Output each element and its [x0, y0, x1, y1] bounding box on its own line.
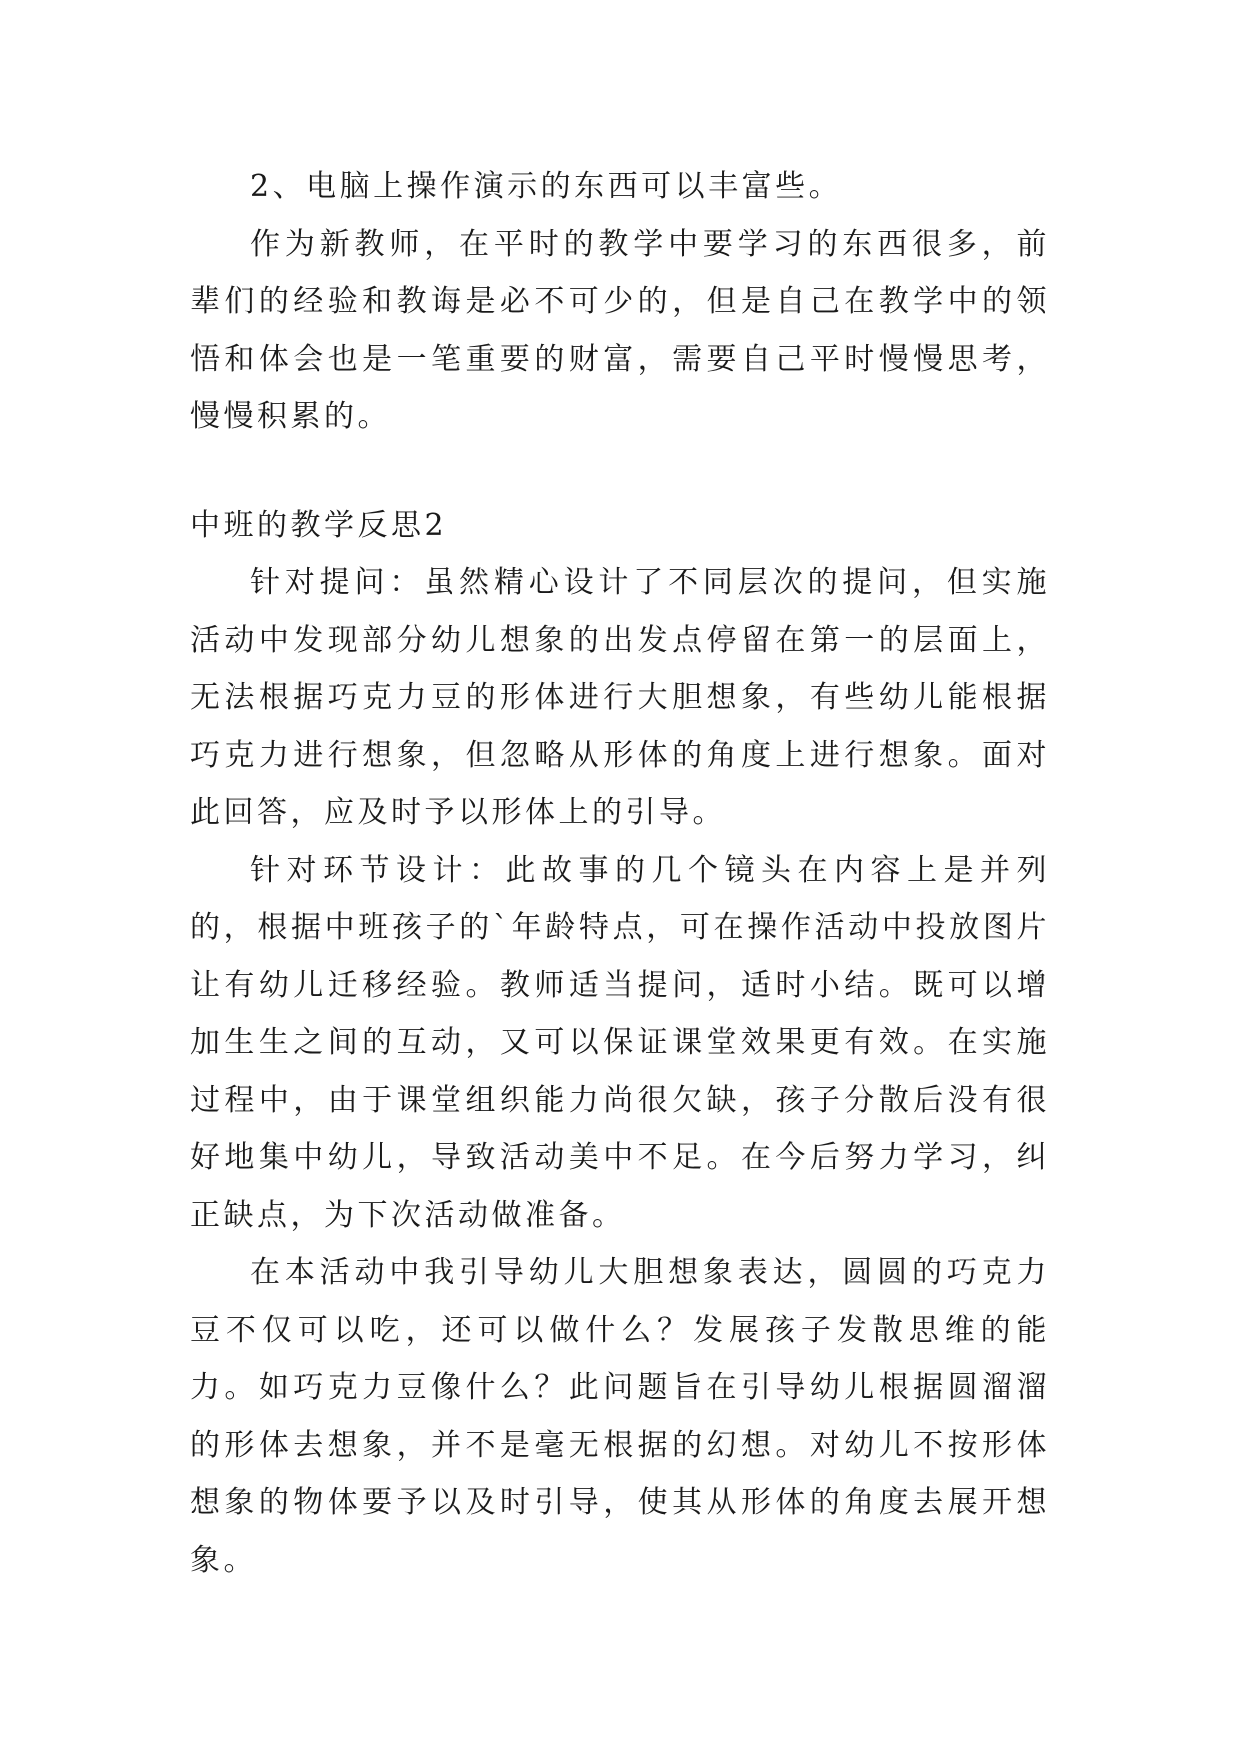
- paragraph-design: 针对环节设计：此故事的几个镜头在内容上是并列的，根据中班孩子的`年龄特点，可在操作活动中投放图片让有幼儿迁移经验。教师适当提问，适时小结。既可以增加生生之间的互动，又可以保证课堂效果更有效。在实施过程中，由于课堂组织能力尚很欠缺，孩子分散后没有很好地集中幼儿，导致活动美中不足。在今后努力学习，纠正缺点，为下次活动做准备。: [190, 852, 1050, 1233]
- paragraph-imagination: 在本活动中我引导幼儿大胆想象表达，圆圆的巧克力豆不仅可以吃，还可以做什么？发展孩子发散思维的能力。如巧克力豆像什么？此问题旨在引导幼儿根据圆溜溜的形体去想象，并不是毫无根据的幻想。对幼儿不按形体想象的物体要予以及时引导，使其从形体的角度去展开想象。: [190, 1255, 1050, 1578]
- section-title: 中班的教学反思2: [190, 507, 448, 543]
- paragraph-questioning: 针对提问：虽然精心设计了不同层次的提问，但实施活动中发现部分幼儿想象的出发点停留在第一的层面上，无法根据巧克力豆的形体进行大胆想象，有些幼儿能根据巧克力进行想象，但忽略从形体的角度上进行想象。面对此回答，应及时予以形体上的引导。: [190, 565, 1050, 830]
- document-body: [190, 158, 1050, 1589]
- paragraph-new-teacher: 作为新教师，在平时的教学中要学习的东西很多，前辈们的经验和教诲是必不可少的，但是自己在教学中的领悟和体会也是一笔重要的财富，需要自己平时慢慢思考，慢慢积累的。: [190, 226, 1050, 434]
- paragraph-item-2: 2、电脑上操作演示的东西可以丰富些。: [250, 169, 843, 204]
